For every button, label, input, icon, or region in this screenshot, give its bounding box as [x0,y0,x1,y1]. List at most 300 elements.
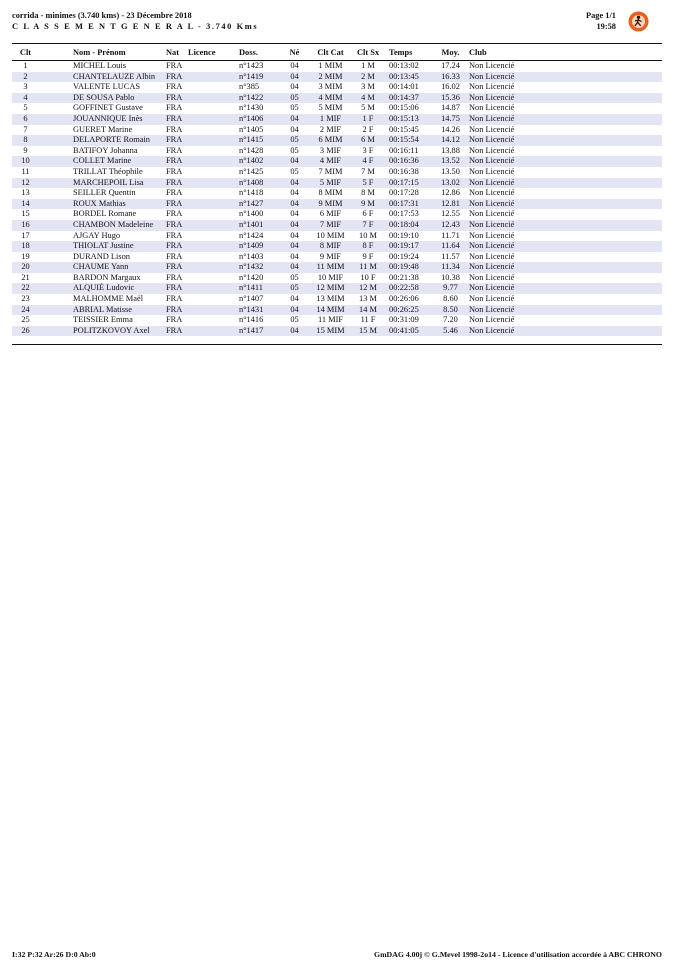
cell-doss: n°1409 [239,241,264,251]
cell-temps: 00:14:01 [389,82,419,92]
cell-clt-sx: 1 M [361,61,375,70]
cell-ne: 05 [290,92,299,102]
document-header [12,11,258,32]
table-row [12,188,662,199]
cell-club: Non Licencié [469,135,515,145]
cell-licence [186,294,237,305]
cell-temps: 00:13:45 [389,71,419,81]
cell-doss: n°1432 [239,262,264,272]
cell-clt: 11 [21,166,30,176]
cell-clt-cat: 2 MIF [319,124,342,134]
cell-ne: 05 [290,135,299,145]
cell-clt: 21 [21,272,30,282]
cell-nat: FRA [166,61,183,70]
cell-moy: 8.50 [443,304,458,314]
cell-doss: n°385 [239,82,260,92]
table-row [12,220,662,231]
cell-clt-cat: 9 MIF [319,251,342,261]
cell-club: Non Licencié [469,156,515,166]
cell-ne: 04 [290,124,299,134]
cell-moy: 11.64 [441,241,460,251]
cell-doss: n°1406 [239,113,264,123]
table-end-rule [12,344,662,345]
cell-nat: FRA [166,103,183,113]
cell-name: CHAUME Yann [73,262,129,272]
cell-ne: 04 [290,177,299,187]
cell-nat: FRA [166,283,183,293]
cell-temps: 00:31:09 [389,315,419,325]
col-temps: Temps [389,47,413,57]
cell-name: CHANTELAUZE Albin [73,71,156,81]
cell-clt-sx: 6 M [361,135,375,145]
table-row [12,273,662,284]
cell-ne: 04 [290,61,299,70]
cell-name: ROUX Mathias [73,198,126,208]
cell-licence [186,125,237,136]
table-row [12,294,662,305]
cell-doss: n°1427 [239,198,264,208]
cell-temps: 00:16:36 [389,156,419,166]
cell-nat: FRA [166,315,183,325]
cell-ne: 04 [290,325,299,335]
cell-moy: 12.86 [441,188,460,198]
cell-club: Non Licencié [469,325,515,335]
cell-clt-sx: 2 M [361,71,375,81]
cell-clt: 18 [21,241,30,251]
cell-temps: 00:26:06 [389,294,419,304]
table-row [12,146,662,157]
cell-clt-sx: 8 M [361,188,375,198]
cell-doss: n°1417 [239,325,264,335]
cell-moy: 13.52 [441,156,460,166]
print-time: 19:58 [596,21,616,31]
cell-clt: 19 [21,251,30,261]
cell-doss: n°1428 [239,145,264,155]
cell-clt: 22 [21,283,30,293]
cell-ne: 05 [290,103,299,113]
cell-name: POLITZKOVOY Axel [73,325,150,335]
cell-clt-sx: 3 M [361,82,375,92]
cell-club: Non Licencié [469,230,515,240]
cell-licence [186,273,237,284]
table-row [12,241,662,252]
cell-doss: n°1418 [239,188,264,198]
cell-name: AJGAY Hugo [73,230,121,240]
cell-clt-cat: 4 MIF [319,156,342,166]
cell-temps: 00:16:38 [389,166,419,176]
cell-clt: 2 [23,71,28,81]
cell-club: Non Licencié [469,241,515,251]
cell-club: Non Licencié [469,113,515,123]
cell-name: ABRIAL Matisse [73,304,133,314]
cell-moy: 10.38 [441,272,460,282]
cell-ne: 04 [290,294,299,304]
cell-ne: 04 [290,113,299,123]
cell-club: Non Licencié [469,188,515,198]
cell-temps: 00:41:05 [389,325,419,335]
cell-name: COLLET Marine [73,156,132,166]
cell-ne: 04 [290,82,299,92]
cell-licence [186,167,237,178]
cell-nat: FRA [166,113,183,123]
cell-clt: 25 [21,315,30,325]
col-nat: Nat [166,47,180,57]
table-row [12,61,662,72]
cell-clt: 24 [21,304,30,314]
cell-ne: 04 [290,251,299,261]
cell-licence [186,199,237,210]
table-row [12,178,662,189]
cell-ne: 04 [290,198,299,208]
cell-clt-sx: 11 F [360,315,376,325]
cell-nat: FRA [166,177,183,187]
cell-temps: 00:17:31 [389,198,419,208]
cell-name: CHAMBON Madeleine [73,219,154,229]
cell-clt: 15 [21,209,30,219]
cell-club: Non Licencié [469,92,515,102]
cell-clt-cat: 1 MIM [318,61,343,70]
cell-clt-sx: 2 F [362,124,374,134]
cell-clt-cat: 1 MIF [319,113,342,123]
cell-moy: 11.57 [441,251,460,261]
cell-temps: 00:19:10 [389,230,419,240]
cell-ne: 05 [290,166,299,176]
cell-moy: 11.71 [441,230,460,240]
cell-clt-cat: 9 MIM [318,198,343,208]
cell-nat: FRA [166,92,183,102]
table-row [12,125,662,136]
cell-moy: 14.87 [441,103,460,113]
cell-moy: 16.33 [441,71,460,81]
cell-temps: 00:15:13 [389,113,419,123]
cell-clt-cat: 15 MIM [316,325,345,335]
cell-doss: n°1431 [239,304,264,314]
cell-licence [186,241,237,252]
cell-licence [186,146,237,157]
cell-clt-cat: 14 MIM [316,304,345,314]
cell-licence [186,178,237,189]
cell-clt: 6 [23,113,28,123]
cell-clt-cat: 4 MIM [318,92,343,102]
cell-temps: 00:13:02 [389,61,419,70]
cell-doss: n°1423 [239,61,264,70]
cell-licence [186,135,237,146]
runner-logo-icon [628,11,649,32]
cell-clt-sx: 7 F [362,219,374,229]
cell-licence [186,93,237,104]
cell-clt-cat: 8 MIM [318,188,343,198]
cell-doss: n°1424 [239,230,264,240]
cell-doss: n°1422 [239,92,264,102]
cell-name: DURAND Lison [73,251,130,261]
ranking-title: C L A S S E M E N T G E N E R A L - 3.740 Kms [12,21,259,31]
cell-licence [186,103,237,114]
cell-nat: FRA [166,219,183,229]
cell-clt-sx: 3 F [362,145,374,155]
cell-clt-cat: 6 MIM [318,135,343,145]
cell-ne: 04 [290,241,299,251]
cell-clt: 14 [21,198,30,208]
cell-doss: n°1405 [239,124,264,134]
cell-doss: n°1416 [239,315,264,325]
cell-temps: 00:19:24 [389,251,419,261]
cell-clt-sx: 13 M [359,294,377,304]
cell-name: GUERET Marine [73,124,133,134]
cell-moy: 14.12 [441,135,460,145]
col-clt: Clt [19,47,32,57]
cell-name: BARDON Margaux [73,272,141,282]
cell-clt: 7 [23,124,28,134]
col-moy: Moy. [441,47,460,57]
cell-temps: 00:16:11 [389,145,419,155]
cell-name: MARCHEPOIL Lisa [73,177,144,187]
cell-nat: FRA [166,294,183,304]
cell-club: Non Licencié [469,82,515,92]
cell-nat: FRA [166,124,183,134]
cell-doss: n°1425 [239,166,264,176]
cell-club: Non Licencié [469,71,515,81]
cell-doss: n°1415 [239,135,264,145]
cell-club: Non Licencié [469,166,515,176]
cell-name: JOUANNIQUE Inès [73,113,143,123]
col-clt-sx: Clt Sx [356,47,380,57]
results-table [12,44,662,336]
cell-clt-sx: 4 M [361,92,375,102]
table-row [12,114,662,125]
cell-doss: n°1407 [239,294,264,304]
cell-clt-cat: 12 MIM [316,283,345,293]
cell-doss: n°1402 [239,156,264,166]
cell-clt-cat: 7 MIM [318,166,343,176]
cell-licence [186,326,237,337]
cell-name: ALQUIÉ Ludovic [73,283,135,293]
cell-moy: 16.02 [441,82,460,92]
cell-clt: 13 [21,188,30,198]
cell-name: TRILLAT Théophile [73,166,143,176]
cell-licence [186,82,237,93]
cell-licence [186,283,237,294]
col-clt-cat: Clt Cat [317,47,344,57]
cell-ne: 04 [290,188,299,198]
table-row [12,167,662,178]
table-row [12,315,662,326]
cell-ne: 04 [290,230,299,240]
cell-club: Non Licencié [469,103,515,113]
cell-clt: 3 [23,82,28,92]
cell-clt: 16 [21,219,30,229]
cell-temps: 00:15:45 [389,124,419,134]
table-row [12,262,662,273]
cell-moy: 13.88 [441,145,460,155]
cell-name: BORDEL Romane [73,209,137,219]
cell-clt-sx: 6 F [362,209,374,219]
cell-doss: n°1400 [239,209,264,219]
cell-licence [186,305,237,316]
cell-nat: FRA [166,145,183,155]
table-row [12,93,662,104]
cell-ne: 04 [290,209,299,219]
cell-clt-cat: 11 MIM [316,262,345,272]
cell-clt-cat: 11 MIF [317,315,344,325]
cell-clt-cat: 10 MIF [317,272,344,282]
cell-licence [186,252,237,263]
cell-clt-sx: 5 M [361,103,375,113]
table-row [12,135,662,146]
cell-clt: 10 [21,156,30,166]
cell-name: MALHOMME Maël [73,294,144,304]
cell-doss: n°1420 [239,272,264,282]
cell-clt-sx: 4 F [362,156,374,166]
cell-licence [186,114,237,125]
cell-temps: 00:17:15 [389,177,419,187]
cell-ne: 04 [290,71,299,81]
cell-clt-sx: 10 M [359,230,377,240]
cell-clt-sx: 14 M [359,304,377,314]
cell-clt-sx: 5 F [362,177,374,187]
cell-nat: FRA [166,272,183,282]
cell-licence [186,188,237,199]
page-number: Page 1/1 [585,11,616,20]
cell-ne: 05 [290,283,299,293]
cell-ne: 04 [290,156,299,166]
cell-clt-cat: 2 MIM [318,71,343,81]
table-row [12,209,662,220]
cell-moy: 14.26 [441,124,460,134]
cell-nat: FRA [166,304,183,314]
cell-moy: 12.43 [441,219,460,229]
cell-temps: 00:21:38 [389,272,419,282]
cell-name: SEILLER Quentin [73,188,136,198]
cell-name: THIOLAT Justine [73,241,134,251]
cell-name: VALENTE LUCAS [73,82,141,92]
cell-nat: FRA [166,135,183,145]
cell-moy: 13.02 [441,177,460,187]
cell-moy: 9.77 [443,283,458,293]
cell-moy: 15.36 [441,92,460,102]
table-row [12,326,662,337]
page-info [586,11,616,32]
cell-moy: 5.46 [443,325,458,335]
cell-name: MICHEL Louis [73,61,126,70]
cell-licence [186,156,237,167]
cell-temps: 00:15:54 [389,135,419,145]
table-row [12,305,662,316]
cell-moy: 7.20 [443,315,458,325]
cell-clt-cat: 10 MIM [316,230,345,240]
cell-nat: FRA [166,262,183,272]
cell-temps: 00:19:48 [389,262,419,272]
cell-clt-cat: 13 MIM [316,294,345,304]
cell-clt-sx: 15 M [359,325,377,335]
cell-doss: n°1411 [239,283,263,293]
cell-moy: 12.55 [441,209,460,219]
table-row [12,231,662,242]
cell-club: Non Licencié [469,294,515,304]
cell-clt-sx: 12 M [359,283,377,293]
table-header-row [12,44,662,61]
cell-club: Non Licencié [469,219,515,229]
cell-clt-sx: 8 F [362,241,374,251]
cell-club: Non Licencié [469,283,515,293]
cell-clt-cat: 5 MIM [318,103,343,113]
cell-clt-cat: 3 MIM [318,82,343,92]
cell-club: Non Licencié [469,124,515,134]
cell-name: TEISSIER Emma [73,315,133,325]
table-row [12,103,662,114]
cell-ne: 04 [290,219,299,229]
cell-club: Non Licencié [469,304,515,314]
cell-temps: 00:17:53 [389,209,419,219]
cell-moy: 11.34 [441,262,460,272]
cell-licence [186,61,237,72]
cell-clt: 1 [23,61,28,70]
col-licence: Licence [188,47,216,57]
cell-doss: n°1403 [239,251,264,261]
cell-club: Non Licencié [469,145,515,155]
cell-licence [186,209,237,220]
cell-clt-cat: 5 MIF [319,177,342,187]
results-body [12,61,662,337]
cell-nat: FRA [166,82,183,92]
cell-licence [186,231,237,242]
cell-clt-sx: 1 F [362,113,374,123]
cell-clt: 12 [21,177,30,187]
cell-doss: n°1419 [239,71,264,81]
col-ne: Né [289,47,300,57]
cell-clt: 20 [21,262,30,272]
table-row [12,199,662,210]
cell-clt-sx: 9 M [361,198,375,208]
race-title: corrida - minimes (3.740 kms) - 23 Décembre 2018 [12,11,192,20]
table-row [12,156,662,167]
cell-clt-cat: 3 MIF [319,145,342,155]
cell-nat: FRA [166,230,183,240]
cell-moy: 13.50 [441,166,460,176]
cell-doss: n°1408 [239,177,264,187]
cell-ne: 04 [290,304,299,314]
cell-clt: 9 [23,145,28,155]
cell-name: BATIFOY Johanna [73,145,138,155]
cell-moy: 8.60 [443,294,458,304]
cell-temps: 00:15:06 [389,103,419,113]
cell-clt-sx: 9 F [362,251,374,261]
cell-nat: FRA [166,241,183,251]
cell-ne: 05 [290,315,299,325]
cell-doss: n°1430 [239,103,264,113]
cell-club: Non Licencié [469,315,515,325]
cell-doss: n°1401 [239,219,264,229]
cell-club: Non Licencié [469,198,515,208]
col-club: Club [469,47,487,57]
cell-clt: 17 [21,230,30,240]
cell-temps: 00:18:04 [389,219,419,229]
cell-club: Non Licencié [469,272,515,282]
cell-licence [186,262,237,273]
cell-clt: 8 [23,135,28,145]
cell-temps: 00:26:25 [389,304,419,314]
cell-moy: 12.81 [441,198,460,208]
cell-club: Non Licencié [469,209,515,219]
cell-clt-cat: 7 MIF [319,219,342,229]
cell-temps: 00:22:58 [389,283,419,293]
cell-nat: FRA [166,166,183,176]
cell-nat: FRA [166,156,183,166]
cell-clt-sx: 11 M [359,262,377,272]
cell-moy: 17.24 [441,61,460,70]
cell-temps: 00:17:28 [389,188,419,198]
table-row [12,82,662,93]
cell-nat: FRA [166,198,183,208]
